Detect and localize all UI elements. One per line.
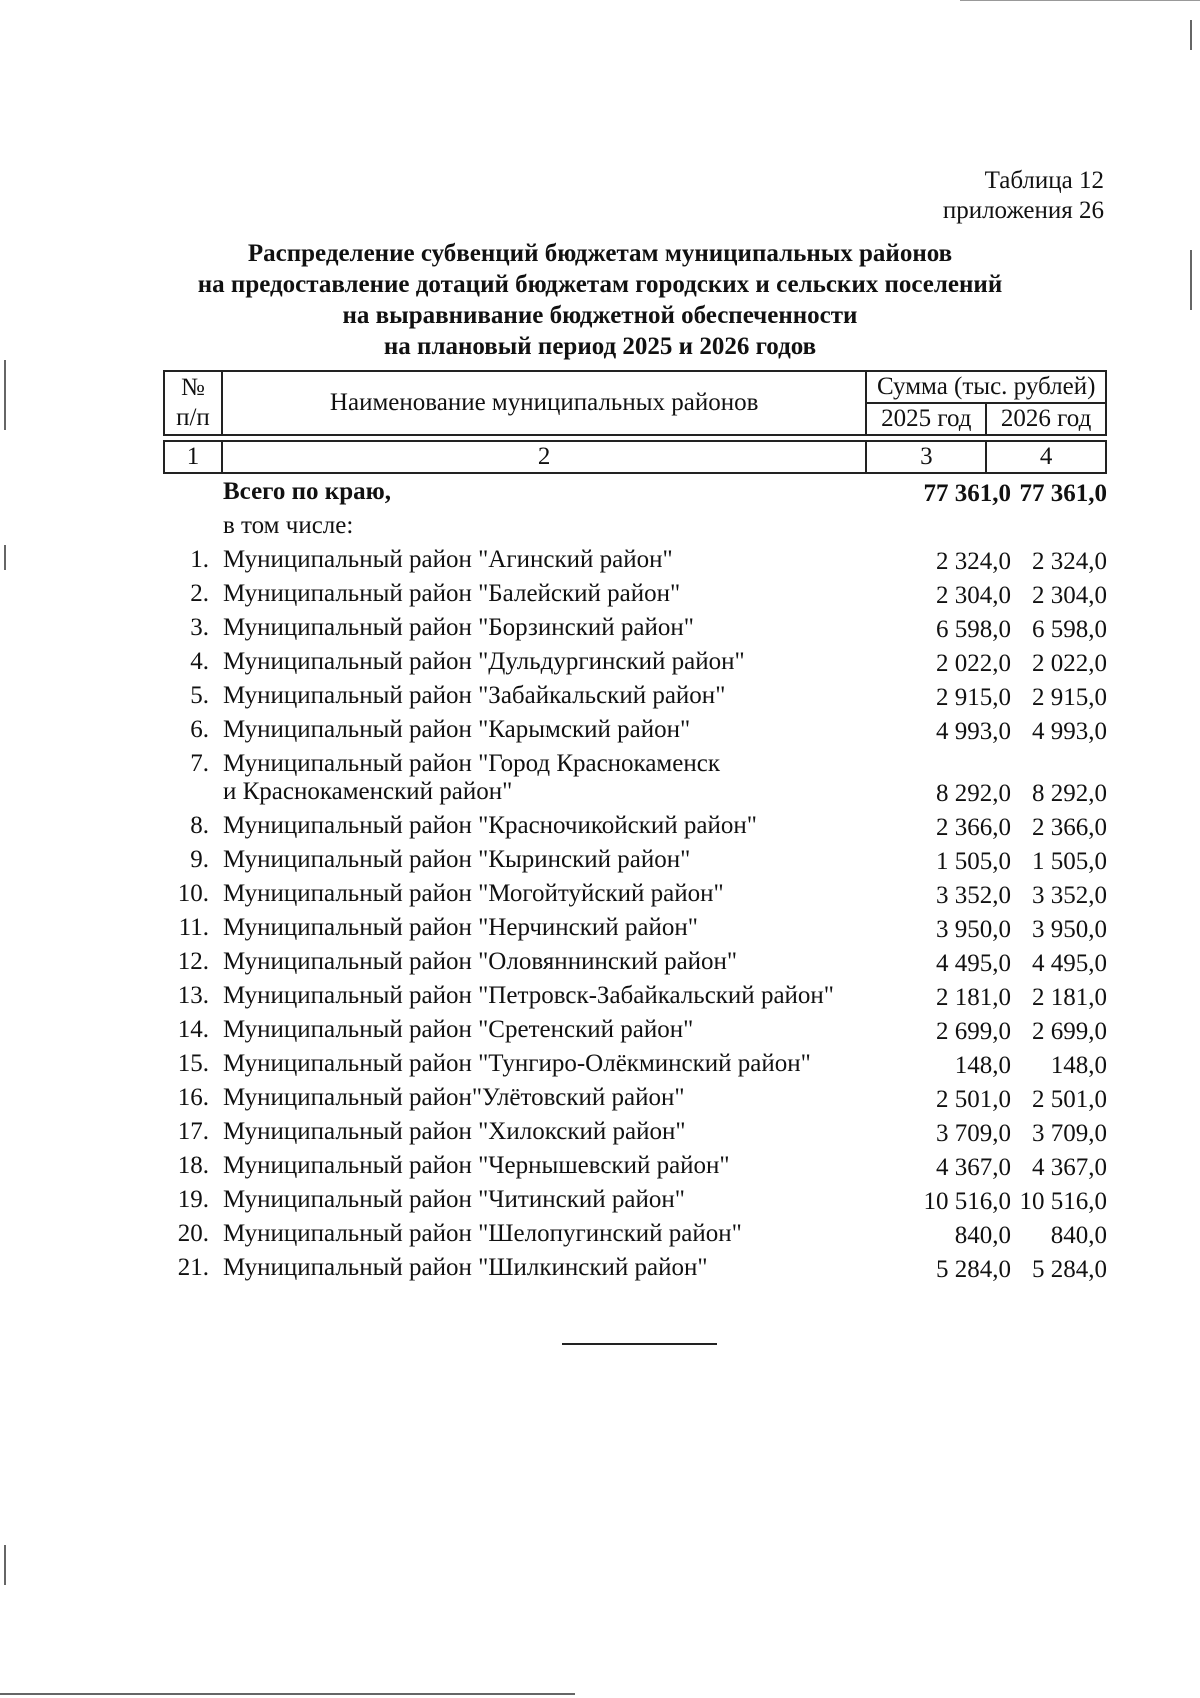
row-2025: 2 181,0 [936, 984, 1011, 1011]
row-2025: 840,0 [954, 1222, 1011, 1249]
row-name: Муниципальный район "Сретенский район" [223, 1016, 694, 1043]
row-2025: 4 367,0 [936, 1154, 1011, 1181]
row-2026: 2 699,0 [1032, 1018, 1107, 1045]
table-row [163, 1220, 1107, 1254]
table-row [163, 1016, 1107, 1050]
row-2025: 3 709,0 [936, 1120, 1011, 1147]
row-number: 13. [177, 982, 209, 1009]
row-number: 2. [190, 580, 209, 607]
row-2026: 2 324,0 [1032, 548, 1107, 575]
row-number: 7. [190, 750, 209, 777]
table-row [163, 1050, 1107, 1084]
row-name: Муниципальный район "Шелопугинский район" [223, 1220, 742, 1247]
row-number: 9. [190, 846, 209, 873]
row-number: 21. [177, 1254, 209, 1281]
row-name: Муниципальный район "Читинский район" [223, 1186, 685, 1213]
row-number: 19. [177, 1186, 209, 1213]
row-2025: 2 915,0 [936, 684, 1011, 711]
row-2026: 1 505,0 [1032, 848, 1107, 875]
row-number: 1. [190, 546, 209, 573]
row-2025: 2 324,0 [936, 548, 1011, 575]
scan-artifact [1190, 250, 1192, 310]
row-name: Муниципальный район "Оловяннинский район" [223, 948, 738, 975]
table-row [163, 1254, 1107, 1288]
title-line: Распределение субвенций бюджетам муниципальных районов [247, 240, 953, 267]
row-number: 17. [177, 1118, 209, 1145]
header-2025: 2025 год [866, 403, 986, 435]
row-2026: 4 367,0 [1032, 1154, 1107, 1181]
row-name: Муниципальный район "Могойтуйский район" [223, 880, 724, 907]
row-name: Муниципальный район "Борзинский район" [223, 614, 694, 641]
table-row [163, 1186, 1107, 1220]
row-2026: 2 501,0 [1032, 1086, 1107, 1113]
row-number: 6. [190, 716, 209, 743]
row-2025: 3 950,0 [936, 916, 1011, 943]
end-divider [562, 1343, 717, 1345]
header-2026: 2026 год [986, 403, 1106, 435]
row-name-line: и Краснокаменский район" [223, 778, 513, 805]
including-label: в том числе: [223, 512, 354, 539]
row-2025: 2 304,0 [936, 582, 1011, 609]
table-header [163, 370, 1107, 474]
row-name-line: Муниципальный район "Город Краснокаменск [223, 750, 720, 777]
row-2026: 3 352,0 [1032, 882, 1107, 909]
total-2025: 77 361,0 [923, 480, 1011, 507]
title-line: на выравнивание бюджетной обеспеченности [342, 302, 858, 329]
row-number: 3. [190, 614, 209, 641]
table-row [163, 648, 1107, 682]
title-line: на предоставление дотаций бюджетам городских и сельских поселений [197, 271, 1003, 298]
row-number: 4. [190, 648, 209, 675]
appendix-label: приложения 26 [942, 197, 1104, 224]
table-row [163, 716, 1107, 750]
row-2026: 5 284,0 [1032, 1256, 1107, 1283]
row-2026: 2 915,0 [1032, 684, 1107, 711]
header-num-text: № п/п [176, 374, 210, 431]
row-2026: 2 304,0 [1032, 582, 1107, 609]
row-2026: 2 181,0 [1032, 984, 1107, 1011]
table-row [163, 812, 1107, 846]
row-2025: 2 699,0 [936, 1018, 1011, 1045]
table-row [163, 1152, 1107, 1186]
col-number-4: 4 [986, 441, 1106, 473]
row-number: 12. [177, 948, 209, 975]
row-name [223, 750, 720, 806]
row-name: Муниципальный район "Красночикойский район" [223, 812, 757, 839]
row-2025: 8 292,0 [936, 780, 1011, 807]
header-name: Наименование муниципальных районов [222, 371, 866, 435]
col-number-1: 1 [164, 441, 222, 473]
table-row [163, 614, 1107, 648]
row-name: Муниципальный район "Хилокский район" [223, 1118, 686, 1145]
scan-artifact [4, 360, 6, 430]
row-2025: 6 598,0 [936, 616, 1011, 643]
subtitle-row [163, 512, 1107, 546]
scan-artifact [1190, 20, 1192, 50]
table-row [163, 546, 1107, 580]
row-name: Муниципальный район "Тунгиро-Олёкминский район" [223, 1050, 811, 1077]
row-2025: 10 516,0 [923, 1188, 1011, 1215]
row-name: Муниципальный район "Петровск-Забайкальский район" [223, 982, 834, 1009]
row-name: Муниципальный район "Карымский район" [223, 716, 691, 743]
total-row [163, 478, 1107, 512]
row-name: Муниципальный район "Кыринский район" [223, 846, 691, 873]
scan-artifact [960, 0, 1200, 1]
row-2025: 4 495,0 [936, 950, 1011, 977]
row-number: 11. [178, 914, 209, 941]
row-2026: 2 366,0 [1032, 814, 1107, 841]
row-2025: 2 366,0 [936, 814, 1011, 841]
document-title [150, 238, 1050, 362]
col-number-3: 3 [866, 441, 986, 473]
table-row [163, 580, 1107, 614]
table-label: Таблица 12 [984, 167, 1104, 194]
row-2025: 1 505,0 [936, 848, 1011, 875]
row-2025: 3 352,0 [936, 882, 1011, 909]
col-number-2: 2 [222, 441, 866, 473]
table-row [163, 750, 1107, 812]
row-2026: 10 516,0 [1019, 1188, 1107, 1215]
row-number: 18. [177, 1152, 209, 1179]
scan-artifact [4, 1545, 6, 1585]
table-row [163, 880, 1107, 914]
title-line: на плановый период 2025 и 2026 годов [383, 333, 817, 360]
row-name: Муниципальный район "Агинский район" [223, 546, 673, 573]
row-name: Муниципальный район"Улётовский район" [223, 1084, 685, 1111]
table-row [163, 1118, 1107, 1152]
row-2026: 8 292,0 [1032, 780, 1107, 807]
row-2026: 3 950,0 [1032, 916, 1107, 943]
scan-artifact [0, 1693, 575, 1695]
table-body [163, 478, 1107, 1288]
row-2025: 148,0 [954, 1052, 1011, 1079]
row-2026: 2 022,0 [1032, 650, 1107, 677]
table-row [163, 982, 1107, 1016]
total-label: Всего по краю, [223, 478, 391, 505]
row-2025: 4 993,0 [936, 718, 1011, 745]
total-2026: 77 361,0 [1019, 480, 1107, 507]
row-name: Муниципальный район "Чернышевский район" [223, 1152, 730, 1179]
header-sum: Сумма (тыс. рублей) [866, 371, 1106, 403]
row-number: 20. [177, 1220, 209, 1247]
table-row [163, 846, 1107, 880]
row-name: Муниципальный район "Дульдургинский район" [223, 648, 745, 675]
row-number: 8. [190, 812, 209, 839]
row-2025: 2 501,0 [936, 1086, 1011, 1113]
row-2026: 4 495,0 [1032, 950, 1107, 977]
row-name: Муниципальный район "Балейский район" [223, 580, 681, 607]
row-number: 16. [177, 1084, 209, 1111]
table-row [163, 948, 1107, 982]
row-name: Муниципальный район "Нерчинский район" [223, 914, 698, 941]
row-number: 14. [177, 1016, 209, 1043]
header-num [164, 371, 222, 435]
row-2026: 3 709,0 [1032, 1120, 1107, 1147]
row-name: Муниципальный район "Шилкинский район" [223, 1254, 708, 1281]
row-2026: 4 993,0 [1032, 718, 1107, 745]
row-2025: 5 284,0 [936, 1256, 1011, 1283]
table-row [163, 682, 1107, 716]
row-number: 10. [177, 880, 209, 907]
row-2026: 6 598,0 [1032, 616, 1107, 643]
row-2025: 2 022,0 [936, 650, 1011, 677]
table-row [163, 1084, 1107, 1118]
row-number: 5. [190, 682, 209, 709]
row-number: 15. [177, 1050, 209, 1077]
row-name: Муниципальный район "Забайкальский район" [223, 682, 726, 709]
scan-artifact [4, 545, 6, 570]
table-row [163, 914, 1107, 948]
table-reference [943, 166, 1104, 226]
row-2026: 148,0 [1050, 1052, 1107, 1079]
row-2026: 840,0 [1050, 1222, 1107, 1249]
